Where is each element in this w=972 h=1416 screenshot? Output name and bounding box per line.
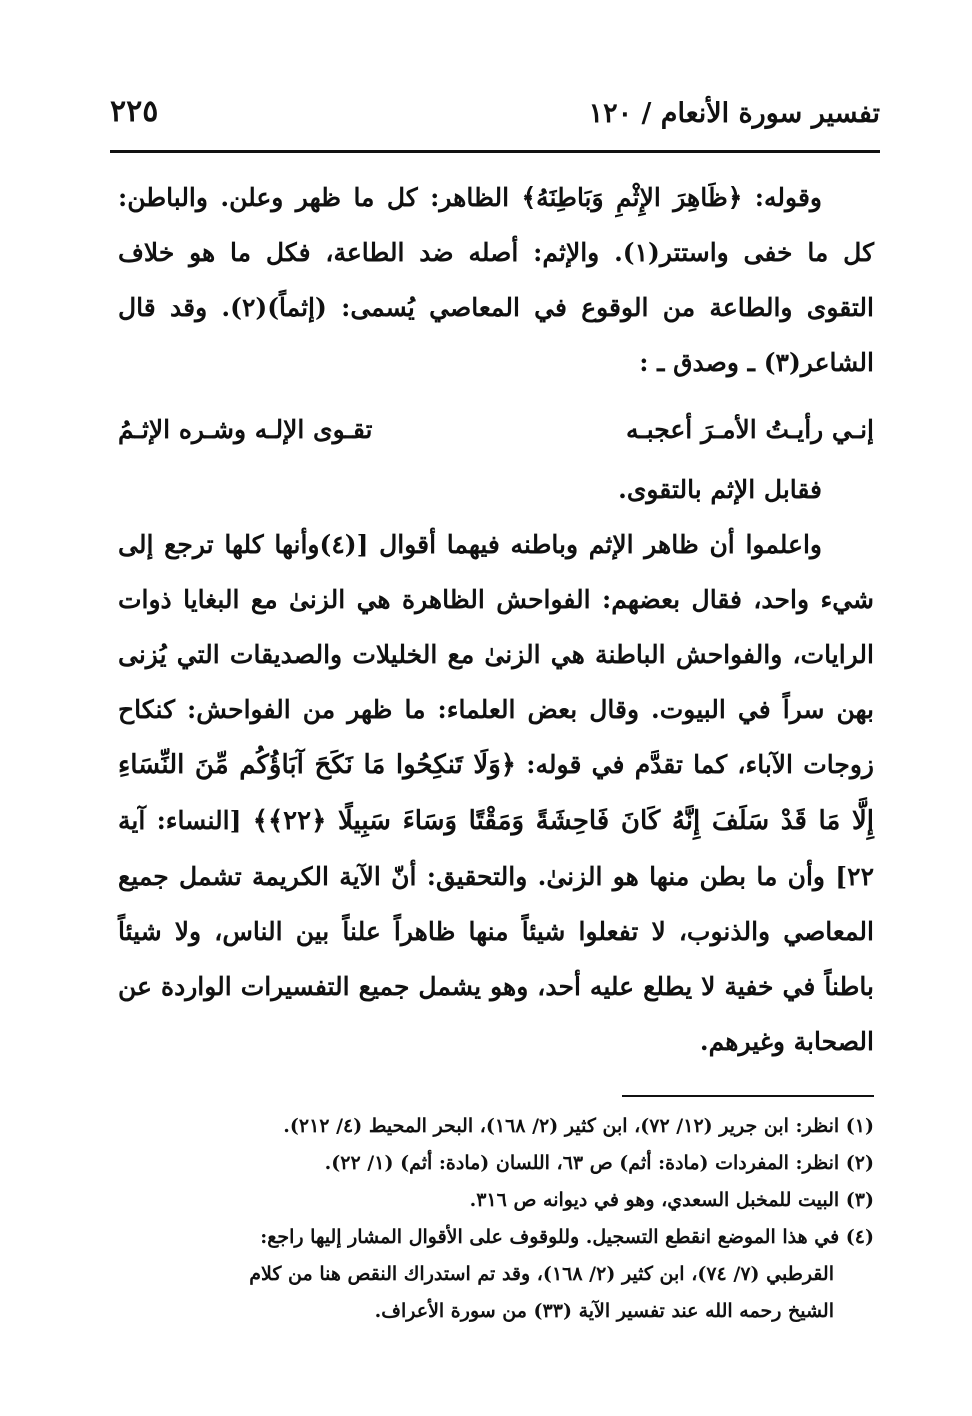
- poetry-verse: [118, 402, 874, 462]
- footnotes: [118, 1108, 874, 1330]
- verse-first-hemistich: إنـي رأيـتُ الأمـرَ أعجبـه: [625, 415, 874, 444]
- footnote-1: (١) انظر: ابن جرير (١٢/ ٧٢)، ابن كثير (٢/ ١٦٨)، البحر المحيط (٤/ ٢١٢).: [283, 1115, 874, 1137]
- header-title: تفسير سورة الأنعام / ١٢٠: [588, 98, 880, 129]
- quran-verse: ﴿وَلَا تَنكِحُوا مَا نَكَحَ آبَاؤُكُم مِّنَ النِّسَاءِ إِلَّا مَا قَدْ سَلَفَ إِنَّهُ كَانَ فَاحِشَةً وَمَقْتًا وَسَاءَ سَبِيلًا ﴿٢٢﴾﴾: [118, 750, 874, 836]
- paragraph-2: [118, 517, 874, 1069]
- footnote-4-line-2: القرطبي (٧/ ٧٤)، ابن كثير (٢/ ١٦٨)، وقد تم استدراك النقص هنا من كلام: [249, 1263, 834, 1285]
- paragraph-after-verse: فقابل الإثم بالتقوى.: [618, 475, 822, 504]
- paragraph-2-rest: [النساء: آية ٢٢] وأن ما بطن منها هو الزنىٰ. والتحقيق: أنّ الآية الكريمة تشمل جميع المعاصي والذنوب، لا تفعلوا شيئاً منها ظاهراً علناً بين الناس، ولا شيئاً باطناً في خفية لا يطلع عليه أحد، وهو يشمل جميع التفسيرات الواردة عن الصحابة وغيرهم.: [118, 806, 874, 1056]
- footnote-3: (٣) البيت للمخبل السعدي، وهو في ديوانه ص ٣١٦.: [469, 1189, 874, 1211]
- main-text: [118, 170, 874, 1069]
- paragraph-1: وقوله: ﴿ظَاهِرَ الإِثْمِ وَبَاطِنَهُ﴾ الظاهر: كل ما ظهر وعلن. والباطن: كل ما خفى واستتر(١). والإثم: أصله ضد الطاعة، فكل ما هو خلاف التقوى والطاعة من الوقوع في المعاصي يُسمى: (إثماً)(٢). وقد قال الشاعر(٣) ـ وصدق ـ :: [118, 183, 874, 377]
- verse-second-hemistich: تقـوى الإلـه وشـره الإثـمُ: [118, 415, 373, 444]
- running-header: [110, 92, 880, 142]
- page-number: ٢٢٥: [110, 94, 159, 129]
- footnote-2: (٢) انظر: المفردات (مادة: أثم) ص ٦٣، اللسان (مادة: أثم) (١/ ٢٢).: [324, 1152, 874, 1174]
- header-rule: [110, 150, 880, 153]
- paragraph-2-intro: واعلموا أن ظاهر الإثم وباطنه فيهما أقوال [(٤)وأنها كلها ترجع إلى شيء واحد، فقال بعضهم: الفواحش الظاهرة هي الزنىٰ مع البغايا ذوات الرايات، والفواحش الباطنة هي الزنىٰ مع الخليلات والصديقات التي يُزنى بهن سراً في البيوت. وقال بعض العلماء: ما ظهر من الفواحش: كنكاح زوجات الآباء، كما تقدَّم في قوله:: [118, 530, 874, 779]
- footnote-4: (٤) في هذا الموضع انقطع التسجيل. وللوقوف على الأقوال المشار إليها راجع:: [260, 1226, 874, 1248]
- footnote-4-line-3: الشيخ رحمه الله عند تفسير الآية (٣٣) من سورة الأعراف.: [374, 1300, 834, 1322]
- footnote-rule: [622, 1095, 874, 1097]
